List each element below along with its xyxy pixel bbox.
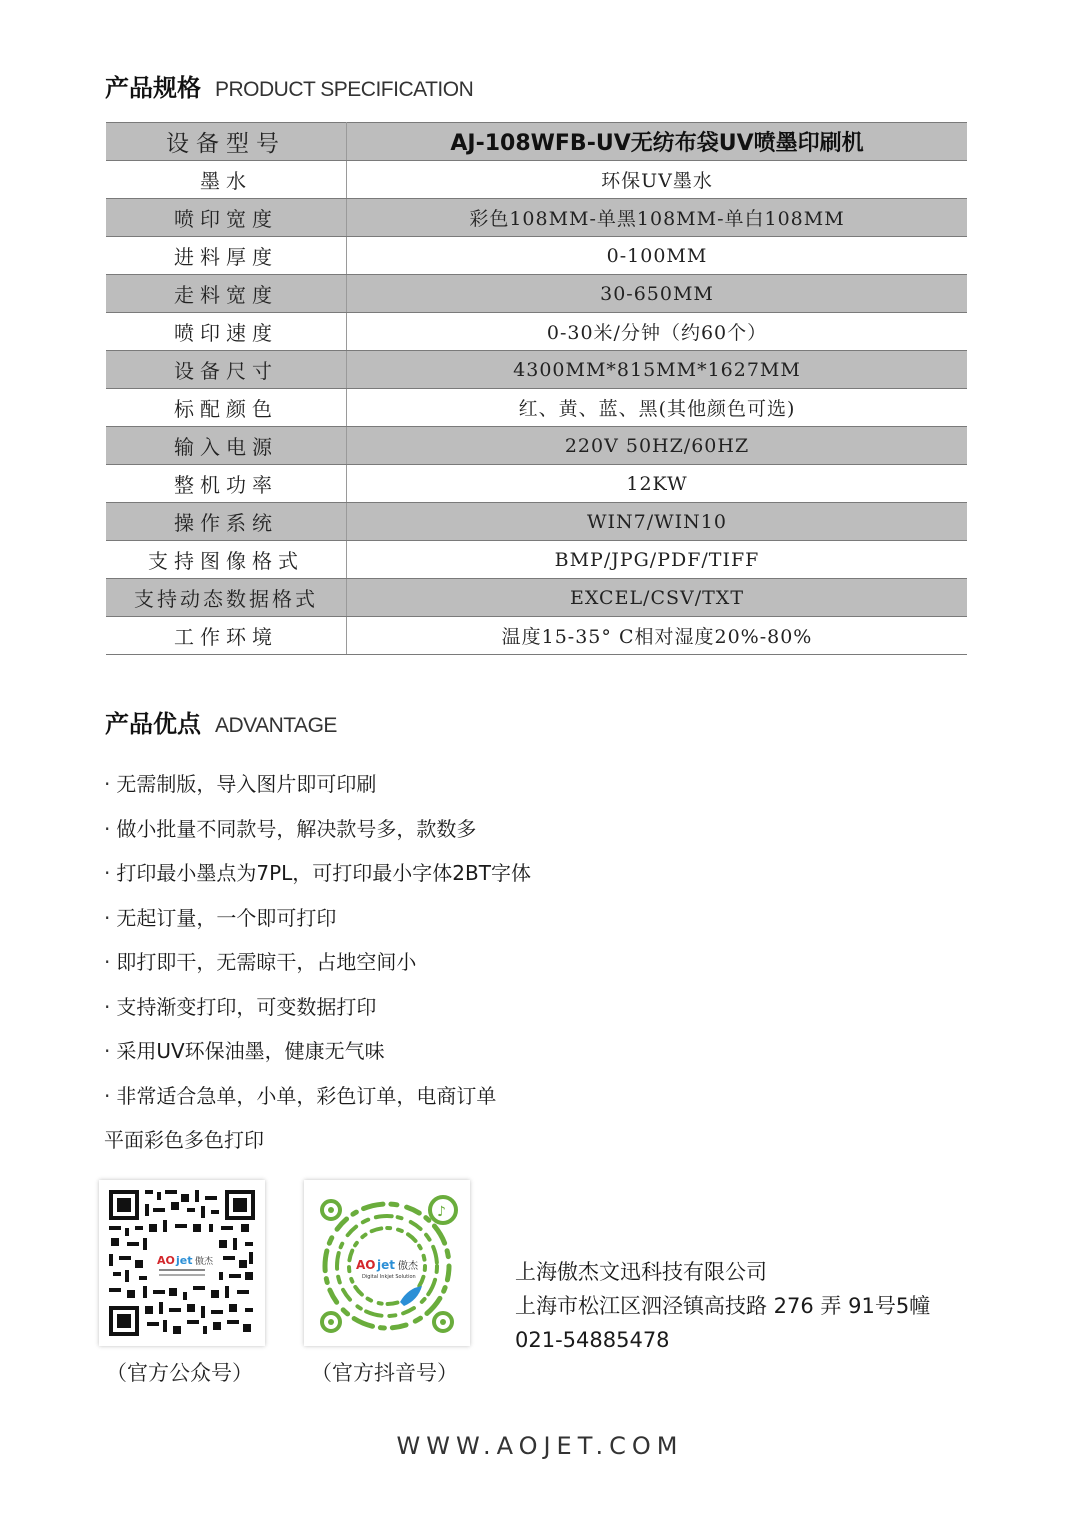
bullet: · <box>104 816 111 841</box>
table-row <box>106 465 967 503</box>
advantage-text: 非常适合急单，小单，彩色订单，电商订单 <box>116 1083 497 1108</box>
tiktok-icon: ♪ <box>437 1204 446 1220</box>
svg-text:AO: AO <box>157 1254 175 1267</box>
bullet: · <box>104 950 111 974</box>
list-item <box>104 1035 531 1080</box>
svg-text:jet: jet <box>176 1254 193 1267</box>
spec-section-title <box>105 68 473 103</box>
svg-text:Digital Inkjet Solution: Digital Inkjet Solution <box>362 1274 416 1280</box>
list-item <box>104 1080 531 1125</box>
spec-key: 操作系统 <box>106 503 347 541</box>
table-row <box>106 313 967 351</box>
list-item <box>104 946 531 991</box>
douyin-code-icon <box>304 1180 470 1346</box>
spec-key: 整机功率 <box>106 465 347 503</box>
spec-value: 温度15-35° C相对湿度20%-80% <box>347 617 968 655</box>
qr-code-icon <box>99 1180 265 1346</box>
spec-table <box>106 122 967 655</box>
wechat-qr-code[interactable] <box>99 1180 265 1346</box>
table-row <box>106 237 967 275</box>
spec-key: 墨水 <box>106 161 347 199</box>
company-address: 上海市松江区泗泾镇高技路 276 弄 91号5幢 <box>515 1294 931 1318</box>
spec-value: 12KW <box>347 465 968 503</box>
advantage-text: 打印最小墨点为7PL，可打印最小字体2BT字体 <box>116 861 531 885</box>
spec-title-en: PRODUCT SPECIFICATION <box>215 78 474 101</box>
advantage-title-cn: 产品优点 <box>105 710 201 738</box>
advantage-text: 支持渐变打印，可变数据打印 <box>116 994 377 1019</box>
spec-value: 环保UV墨水 <box>347 161 968 199</box>
advantage-text: 采用UV环保油墨，健康无气味 <box>116 1039 385 1063</box>
spec-value: 30-650MM <box>347 275 968 313</box>
advantage-trailing-text: 平面彩色多色打印 <box>104 1128 264 1152</box>
bullet: · <box>104 905 111 930</box>
company-phone: 021-54885478 <box>515 1328 670 1352</box>
spec-key: 喷印宽度 <box>106 199 347 237</box>
list-item <box>104 991 531 1036</box>
spec-key: 设备尺寸 <box>106 351 347 389</box>
spec-value: 彩色108MM-单黑108MM-单白108MM <box>347 199 968 237</box>
table-row <box>106 617 967 655</box>
spec-value: 4300MM*815MM*1627MM <box>347 351 968 389</box>
list-item <box>104 902 531 947</box>
bullet: · <box>104 1039 111 1063</box>
advantage-title-en: ADVANTAGE <box>215 714 337 737</box>
douyin-qr-code[interactable] <box>304 1180 470 1346</box>
douyin-qr-caption: （官方抖音号） <box>311 1361 458 1385</box>
spec-value: 220V 50HZ/60HZ <box>347 427 968 465</box>
wechat-qr-caption: （官方公众号） <box>106 1361 253 1385</box>
advantage-text: 无需制版，导入图片即可印刷 <box>116 772 377 796</box>
bullet: · <box>104 1083 111 1108</box>
list-item <box>104 857 531 902</box>
spec-key: 标配颜色 <box>106 389 347 427</box>
bullet: · <box>104 772 111 796</box>
table-row <box>106 541 967 579</box>
table-row <box>106 427 967 465</box>
spec-value: 0-100MM <box>347 237 968 275</box>
spec-value: EXCEL/CSV/TXT <box>347 579 968 617</box>
table-row <box>106 503 967 541</box>
table-row <box>106 389 967 427</box>
svg-text:jet: jet <box>377 1258 395 1272</box>
list-item <box>104 768 531 813</box>
company-name: 上海傲杰文迅科技有限公司 <box>515 1260 767 1284</box>
table-row <box>106 579 967 617</box>
list-item <box>104 813 531 858</box>
advantage-list <box>104 768 531 1124</box>
advantage-section-title <box>105 704 337 739</box>
advantage-text: 即打即干，无需晾干，占地空间小 <box>116 950 417 974</box>
svg-text:傲杰: 傲杰 <box>398 1261 418 1272</box>
advantage-text: 无起订量，一个即可打印 <box>116 905 337 930</box>
spec-value: BMP/JPG/PDF/TIFF <box>347 541 968 579</box>
bullet: · <box>104 861 111 885</box>
table-row <box>106 275 967 313</box>
spec-key: 喷印速度 <box>106 313 347 351</box>
spec-value: 0-30米/分钟（约60个） <box>347 313 968 351</box>
advantage-text: 做小批量不同款号，解决款号多，款数多 <box>116 816 477 841</box>
svg-text:AO: AO <box>356 1258 376 1272</box>
website-url[interactable]: WWW.AOJET.COM <box>396 1432 684 1460</box>
spec-value: WIN7/WIN10 <box>347 503 968 541</box>
spec-value: 红、黄、蓝、黑(其他颜色可选) <box>347 389 968 427</box>
spec-key: 进料厚度 <box>106 237 347 275</box>
spec-key: 输入电源 <box>106 427 347 465</box>
spec-key: 走料宽度 <box>106 275 347 313</box>
table-row <box>106 351 967 389</box>
contact-block <box>515 1255 930 1357</box>
spec-key: 支持动态数据格式 <box>106 579 347 617</box>
spec-key: 设备型号 <box>106 123 347 161</box>
svg-text:傲杰: 傲杰 <box>195 1257 214 1267</box>
bullet: · <box>104 994 111 1019</box>
table-row-header <box>106 123 967 161</box>
table-row <box>106 161 967 199</box>
spec-title-cn: 产品规格 <box>105 74 201 102</box>
table-row <box>106 199 967 237</box>
spec-key: 支持图像格式 <box>106 541 347 579</box>
spec-key: 工作环境 <box>106 617 347 655</box>
spec-value: AJ-108WFB-UV无纺布袋UV喷墨印刷机 <box>347 123 968 161</box>
